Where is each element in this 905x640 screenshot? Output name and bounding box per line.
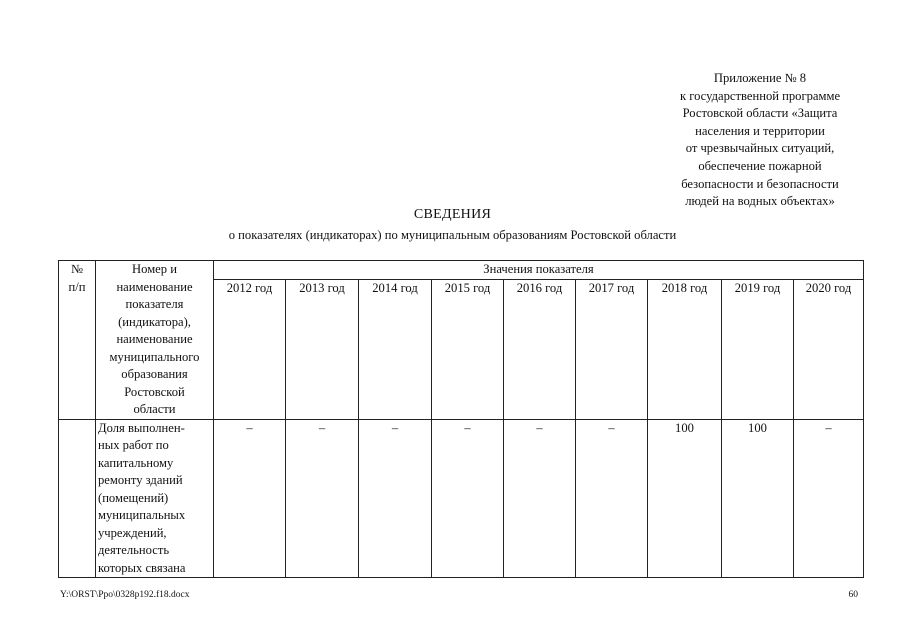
indicators-table: [58, 260, 864, 578]
header-name-line: Ростовской: [124, 384, 185, 399]
year-header-cell: 2015 год: [432, 280, 504, 419]
row-name-line: капитальному: [98, 455, 174, 470]
value-cell: 100: [722, 419, 794, 578]
document-title: СВЕДЕНИЯ: [413, 207, 492, 222]
values-header-cell: Значения показателя: [214, 261, 864, 280]
value-cell: –: [286, 419, 359, 578]
row-name-line: ных работ по: [98, 438, 169, 452]
appendix-line: к государственной программе: [679, 88, 841, 103]
appendix-line: людей на водных объектах»: [685, 194, 835, 209]
value-cell: –: [504, 419, 576, 578]
row-name-line: муниципальных: [98, 508, 186, 522]
header-name-line: области: [133, 402, 176, 416]
header-name-line: (индикатора),: [118, 314, 191, 329]
header-num-cell: [59, 261, 96, 420]
value-cell: –: [576, 419, 648, 578]
appendix-line: безопасности и безопасности: [681, 176, 839, 191]
year-header-cell: 2012 год: [214, 280, 286, 419]
header-name-line: наименование: [116, 279, 193, 294]
appendix-line: обеспечение пожарной: [698, 158, 822, 173]
row-name-line: Доля выполнен-: [98, 420, 185, 435]
year-header-cell: 2016 год: [504, 280, 576, 419]
appendix-line: населения и территории: [695, 123, 825, 138]
page-number: 60: [848, 590, 858, 600]
year-header-cell: 2018 год: [648, 280, 722, 419]
year-header-cell: 2014 год: [359, 280, 432, 419]
header-name-cell: [96, 261, 214, 420]
header-name-line: наименование: [116, 332, 193, 346]
header-name-line: Номер и: [132, 262, 177, 276]
row-name-line: которых связана: [98, 560, 186, 575]
row-name-line: ремонту зданий: [98, 473, 183, 487]
appendix-line: Ростовской области «Защита: [682, 106, 838, 121]
row-name-line: учреждений,: [98, 525, 167, 540]
appendix-note: [650, 70, 870, 211]
row-name-cell: [96, 419, 214, 578]
value-cell: –: [432, 419, 504, 578]
header-name-line: образования: [121, 367, 188, 381]
header-num-line: №: [70, 262, 84, 276]
appendix-line: от чрезвычайных ситуаций,: [685, 141, 835, 156]
row-name-line: деятельность: [98, 543, 170, 557]
value-cell: 100: [648, 419, 722, 578]
year-header-cell: 2020 год: [794, 280, 864, 419]
year-header-cell: 2019 год: [722, 280, 794, 419]
header-name-line: муниципального: [109, 349, 200, 364]
header-num-line: п/п: [68, 279, 86, 294]
value-cell: –: [794, 419, 864, 578]
footer-file-path: Y:\ORST\Ppo\0328p192.f18.docx: [60, 590, 190, 600]
year-header-cell: 2017 год: [576, 280, 648, 419]
table-header-row: [59, 261, 864, 280]
header-name-line: показателя: [125, 297, 184, 311]
document-subtitle: о показателях (индикаторах) по муниципальным образованиям Ростовской области: [228, 228, 677, 242]
year-header-cell: 2013 год: [286, 280, 359, 419]
row-num-cell: [59, 419, 96, 578]
value-cell: –: [359, 419, 432, 578]
value-cell: –: [214, 419, 286, 578]
appendix-line: Приложение № 8: [713, 71, 807, 85]
table-row: [59, 419, 864, 578]
row-name-line: (помещений): [98, 490, 169, 505]
